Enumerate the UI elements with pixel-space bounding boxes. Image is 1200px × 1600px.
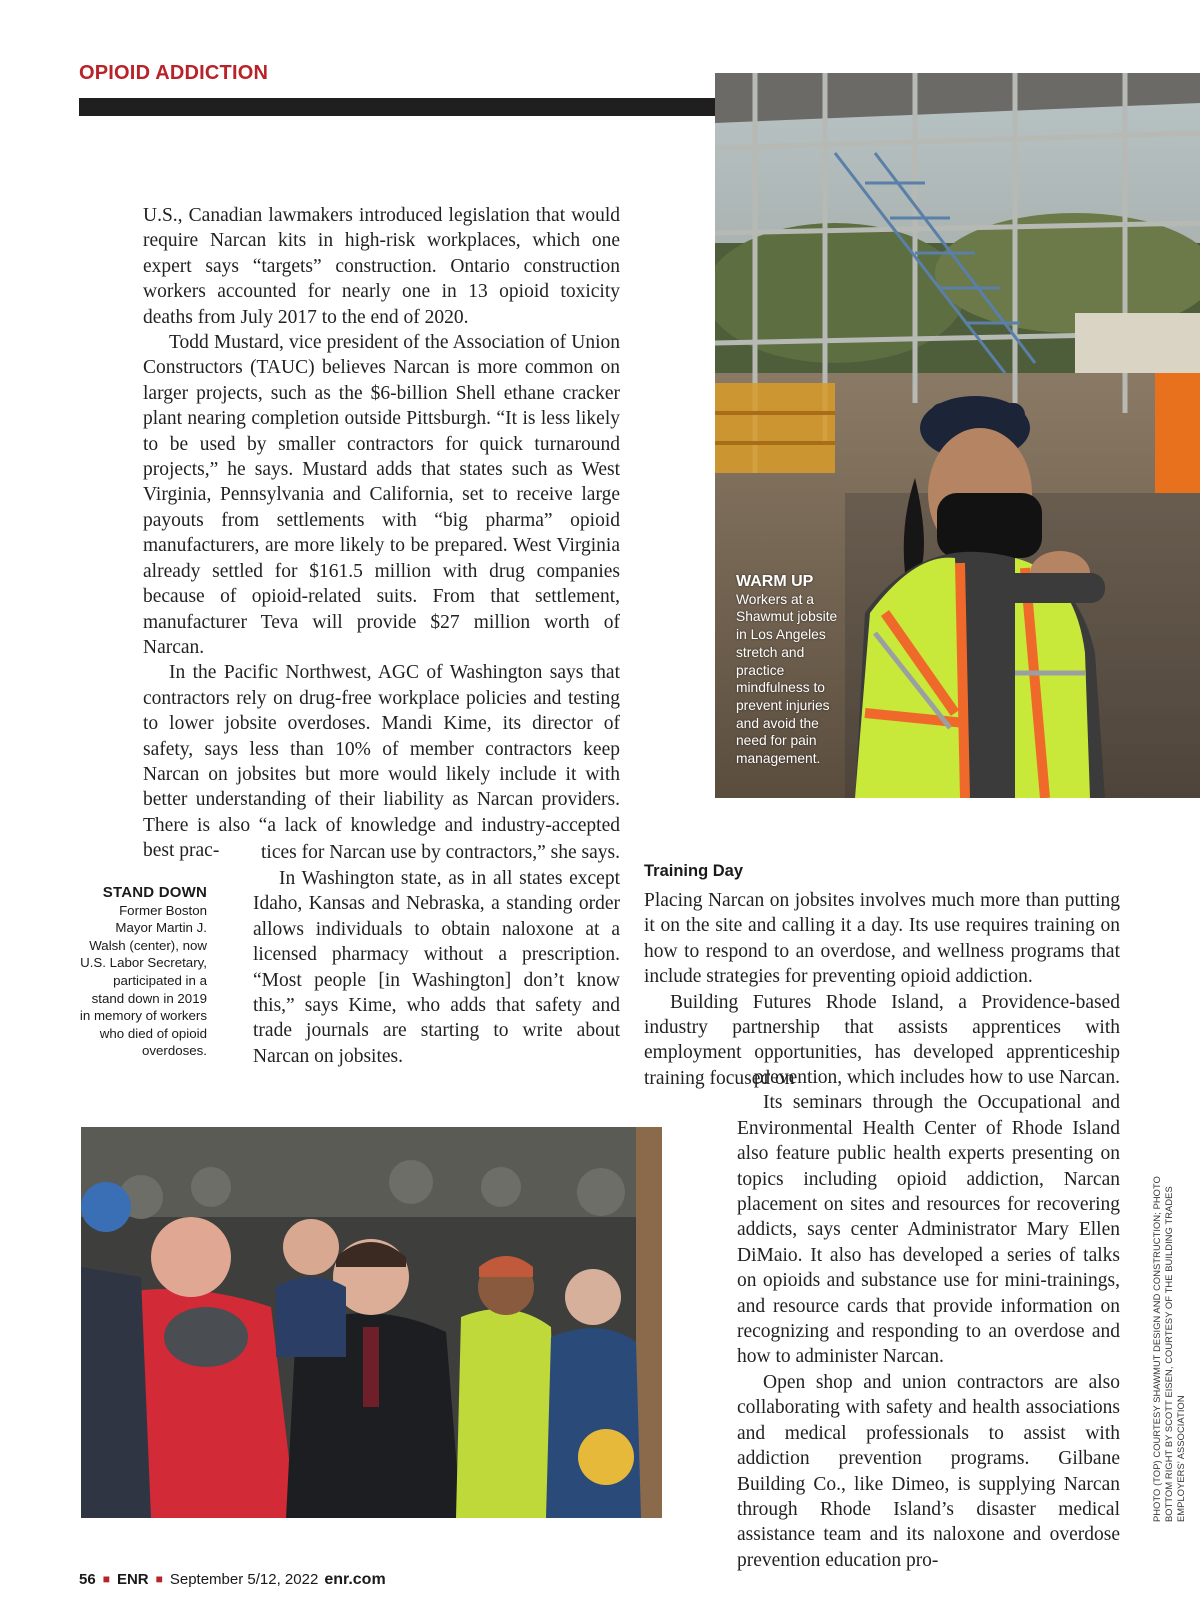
publication-name: ENR	[116, 1571, 149, 1588]
photo-caption-warm-up	[736, 573, 846, 768]
square-bullet-icon: ■	[102, 1572, 110, 1586]
paragraph: U.S., Canadian lawmakers introduced legislation that would require Narcan kits in high-risk workplaces, which one expert says “targets” construction. Ontario construction workers accounted for nearly one in 13 opioid toxicity deaths from July 2017 to the end of 2020.	[143, 205, 620, 328]
header-rule	[79, 98, 715, 116]
photo-caption-stand-down	[79, 884, 207, 1060]
paragraph: Todd Mustard, vice president of the Association of Union Constructors (TAUC) believes Narcan is more common on larger projects, such as the $6-billion Shell ethane cracker plant nearing completion outside Pittsburgh. “It is less likely to be used by smaller contractors for quick turnaround projects,” he says. Mustard adds that states such as West Virginia, Pennsylvania and California, set to receive large payouts from settlements with “big pharma” opioid manufacturers, are more likely to be prepared. West Virginia already settled for $161.5 million with drug companies because of opioid-related suits. From that settlement, manufacturer Teva will provide $27 million worth of Narcan.	[143, 332, 620, 658]
paragraph: In Washington state, as in all states except Idaho, Kansas and Nebraska, a standing order allows individuals to obtain naloxone at a licensed pharmacy without a prescription. “Most people [in Washington] don’t know this,” says Kime, who adds that safety and trade journals are starting to write about Narcan on jobsites.	[253, 868, 620, 1067]
stand-down-photo-illustration	[81, 1127, 662, 1518]
article-column-right	[644, 888, 1120, 1091]
paragraph: Its seminars through the Occupational and Environmental Health Center of Rhode Island also feature public health experts presenting on topics including opioid addiction, Narcan placement on sites and resources for recovering addicts, says center Administrator Mary Ellen DiMaio. It also has developed a series of talks on opioids and substance use for mini-trainings, and resource cards that provide information on recognizing and responding to an overdose and how to administer Narcan.	[737, 1092, 1120, 1368]
paragraph-continuation: tices for Narcan use by contractors,” she says.	[261, 842, 620, 863]
paragraph-continuation: prevention, which includes how to use Narcan.	[753, 1067, 1120, 1088]
photo-credit: PHOTO (TOP) COURTESY SHAWMUT DESIGN AND CONSTRUCTION; PHOTO BOTTOM RIGHT BY SCOTT EISEN, COURTESY OF THE BUILDING TRADES EMPLOYERS’ ASSOCIATION	[1152, 1176, 1186, 1522]
article-column-right-narrow	[737, 1065, 1120, 1573]
issue-date: September 5/12, 2022	[169, 1571, 319, 1588]
square-bullet-icon: ■	[155, 1572, 163, 1586]
paragraph: Open shop and union contractors are also collaborating with safety and health associations and medical professionals to assist with addiction prevention programs. Gilbane Building Co., like Dimeo, is supplying Narcan through Rhode Island’s disaster medical assistance team and its naloxone and overdose prevention education pro-	[737, 1371, 1120, 1571]
paragraph: Building Futures Rhode Island, a Providence-based industry partnership that assists apprentices with employment opportunities, has developed apprenticeship training focused on	[644, 991, 1120, 1089]
section-subhead: Training Day	[644, 862, 744, 880]
caption-text: Former Boston Mayor Martin J. Walsh (center), now U.S. Labor Secretary, participated in a stand down in 2019 in memory of workers who died of opioid overdoses.	[79, 902, 207, 1059]
section-label: OPIOID ADDICTION	[79, 62, 269, 84]
page-number: 56	[79, 1571, 96, 1588]
photo-stand-down	[81, 1127, 662, 1518]
caption-title: WARM UP	[736, 573, 814, 590]
caption-text: Workers at a Shawmut jobsite in Los Angeles stretch and practice mindfulness to prevent injuries and avoid the need for pain management.	[736, 591, 838, 767]
page-footer	[79, 1571, 386, 1589]
caption-title: STAND DOWN	[102, 884, 207, 901]
website-link[interactable]: enr.com	[324, 1571, 386, 1588]
paragraph: Placing Narcan on jobsites involves much more than putting it on the site and calling it a day. Its use requires training on how to respond to an overdose, and wellness programs that include strategies for preventing opioid addiction.	[644, 890, 1120, 988]
paragraph: In the Pacific Northwest, AGC of Washington says that contractors rely on drug-free workplace policies and testing to lower jobsite overdoses. Mandi Kime, its director of safety, says less than 10% of member contractors keep Narcan on jobsites but more would likely include it with better understanding of their liability as Narcan providers. There is also “a lack of knowledge and industry-accepted best prac-	[143, 662, 620, 862]
article-column-left	[143, 203, 620, 864]
article-column-left-narrow	[253, 866, 620, 1069]
